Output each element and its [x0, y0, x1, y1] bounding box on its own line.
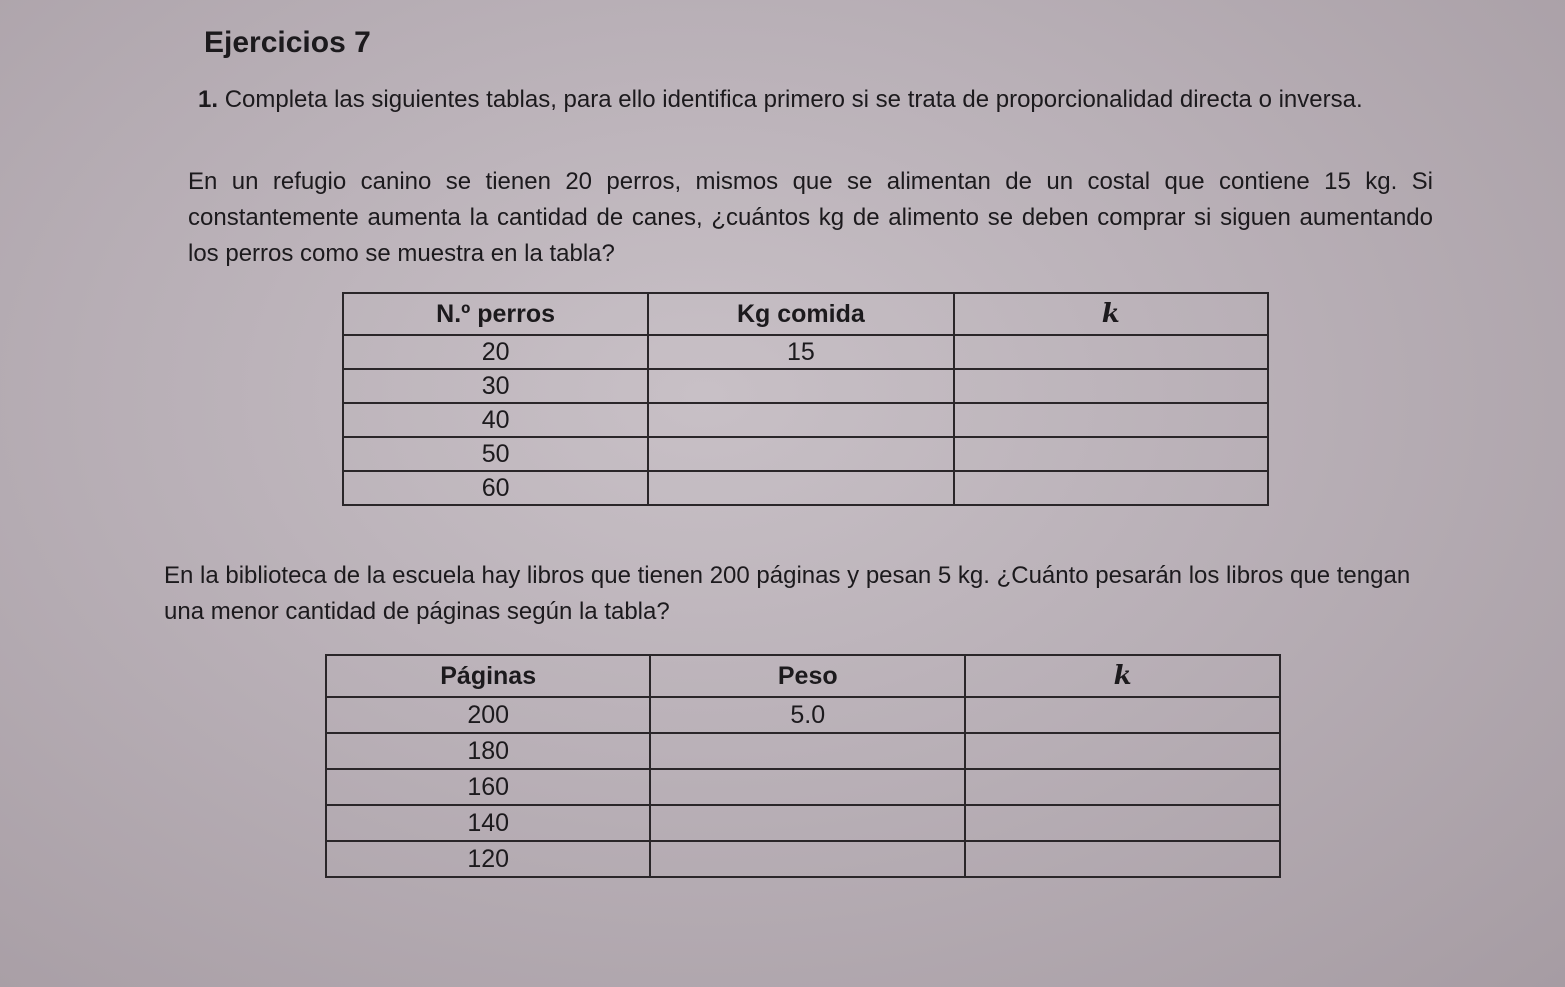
table-row: [326, 841, 1280, 877]
cell-pages: 180: [326, 733, 650, 769]
cell-food[interactable]: 15: [648, 335, 953, 369]
dogs-food-table: [342, 292, 1269, 506]
column-header-dogs: N.º perros: [343, 293, 648, 335]
cell-pages: 120: [326, 841, 650, 877]
cell-pages: 140: [326, 805, 650, 841]
cell-dogs: 20: [343, 335, 648, 369]
cell-food[interactable]: [648, 437, 953, 471]
page-title: Ejercicios 7: [204, 26, 371, 59]
cell-pages: 200: [326, 697, 650, 733]
table-row: [326, 697, 1280, 733]
cell-dogs: 60: [343, 471, 648, 505]
cell-weight[interactable]: [650, 841, 965, 877]
cell-dogs: 50: [343, 437, 648, 471]
cell-weight[interactable]: [650, 733, 965, 769]
cell-k[interactable]: [954, 335, 1269, 369]
cell-dogs: 30: [343, 369, 648, 403]
cell-k[interactable]: [954, 369, 1269, 403]
cell-weight[interactable]: 5.0: [650, 697, 965, 733]
column-header-food: Kg comida: [648, 293, 953, 335]
problem-1-statement: En un refugio canino se tienen 20 perros, mismos que se alimentan de un costal que contiene 15 kg. Si constantemente aumenta la cantidad de canes, ¿cuántos kg de alimento se deben comprar si siguen aumentando los perros como se muestra en la tabla?: [188, 168, 1433, 267]
column-header-k: k: [954, 293, 1269, 335]
table-row: [326, 769, 1280, 805]
table-row: [343, 437, 1268, 471]
column-header-k: k: [965, 655, 1280, 697]
instruction-body: Completa las siguientes tablas, para ello identifica primero si se trata de proporcionalidad directa o inversa.: [224, 86, 1363, 113]
cell-food[interactable]: [648, 403, 953, 437]
cell-dogs: 40: [343, 403, 648, 437]
table-row: [326, 733, 1280, 769]
instruction-text: [198, 82, 1428, 118]
cell-food[interactable]: [648, 369, 953, 403]
cell-k[interactable]: [965, 841, 1280, 877]
table-row: [343, 403, 1268, 437]
cell-weight[interactable]: [650, 805, 965, 841]
table-row: [326, 805, 1280, 841]
table-row: [343, 369, 1268, 403]
cell-pages: 160: [326, 769, 650, 805]
table-header-row: [326, 655, 1280, 697]
cell-k[interactable]: [965, 769, 1280, 805]
column-header-weight: Peso: [650, 655, 965, 697]
column-header-pages: Páginas: [326, 655, 650, 697]
table-header-row: [343, 293, 1268, 335]
pages-weight-table: [325, 654, 1281, 878]
cell-k[interactable]: [954, 403, 1269, 437]
cell-k[interactable]: [965, 697, 1280, 733]
problem-2-statement: En la biblioteca de la escuela hay libros que tienen 200 páginas y pesan 5 kg. ¿Cuánto pesarán los libros que tengan una menor cantidad de páginas según la tabla?: [164, 562, 1411, 625]
cell-k[interactable]: [965, 733, 1280, 769]
cell-k[interactable]: [965, 805, 1280, 841]
table-row: [343, 471, 1268, 505]
table-row: [343, 335, 1268, 369]
cell-food[interactable]: [648, 471, 953, 505]
cell-k[interactable]: [954, 437, 1269, 471]
cell-k[interactable]: [954, 471, 1269, 505]
cell-weight[interactable]: [650, 769, 965, 805]
exercise-number: 1.: [198, 86, 219, 113]
